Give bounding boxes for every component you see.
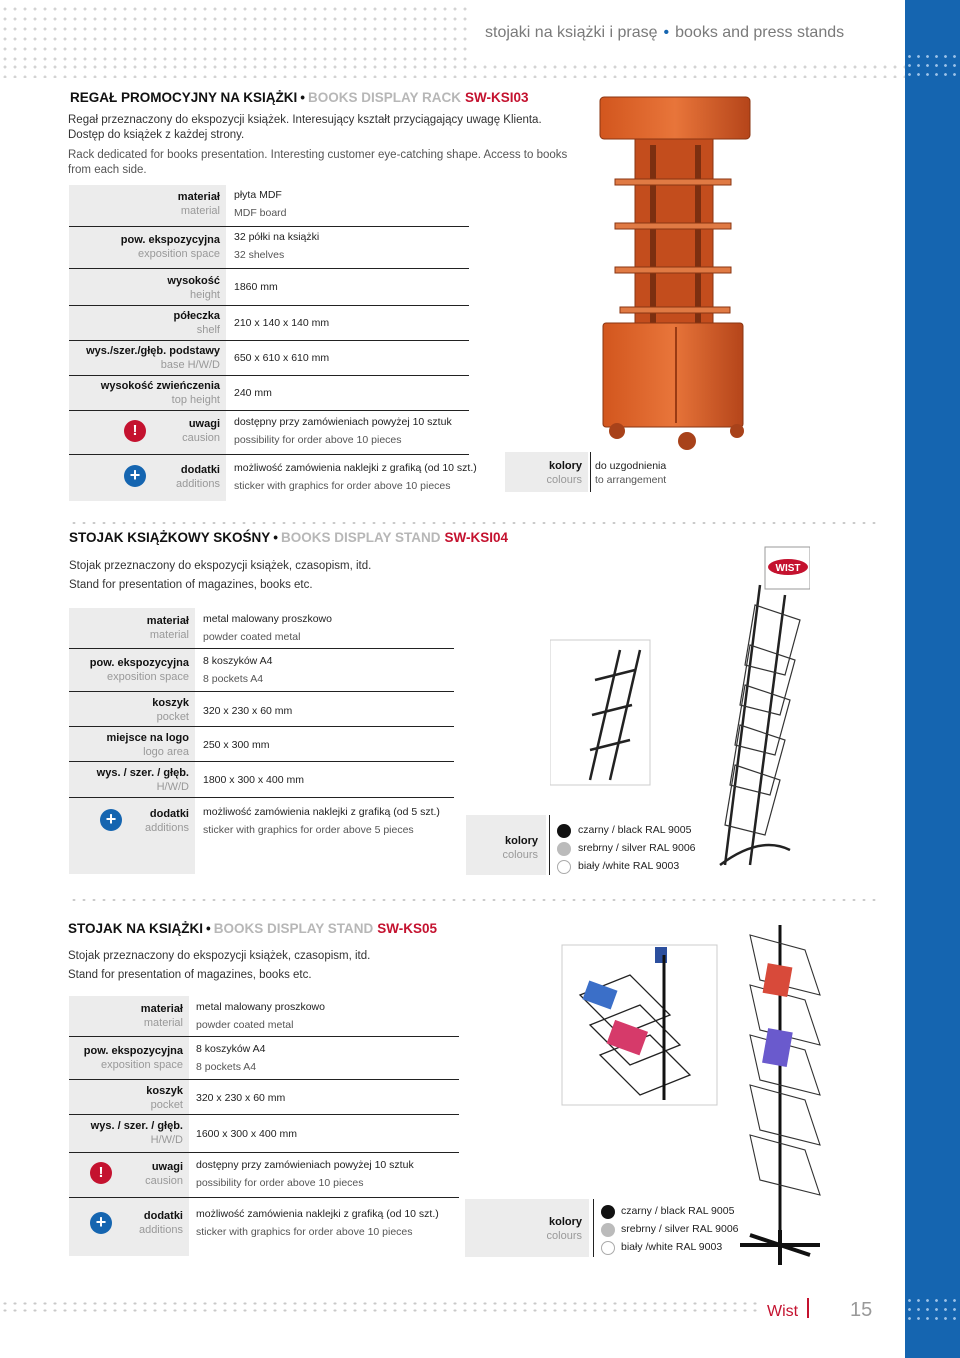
section3-value-dimensions: 1600 x 300 x 400 mm — [196, 1128, 297, 1140]
section1-label-height: wysokość height — [167, 275, 220, 301]
section1-value-additions: możliwość zamówienia naklejki z grafiką (od 10 szt.) sticker with graphics for order above 10 pieces — [234, 462, 477, 492]
section2-label-pocket: koszyk pocket — [152, 697, 189, 723]
wooden-rack-illustration — [595, 95, 755, 450]
section3-label-causion: uwagi causion — [145, 1161, 183, 1187]
section3-label-material: materiał material — [140, 1003, 183, 1029]
section2-description-pl: Stojak przeznaczony do ekspozycji książek, czasopism, itd. — [69, 560, 372, 572]
section2-label-colours: kolory colours — [502, 835, 538, 861]
exclamation-icon: ! — [90, 1162, 112, 1184]
section1-value-exposition: 32 półki na książki 32 shelves — [234, 231, 320, 261]
row-divider — [69, 1152, 459, 1153]
section1-label-base: wys./szer./głęb. podstawy base H/W/D — [86, 345, 220, 371]
section3-value-material: metal malowany proszkowo powder coated metal — [196, 1001, 325, 1031]
plus-icon: + — [100, 809, 122, 831]
section3-description-pl: Stojak przeznaczony do ekspozycji książek, czasopism, itd. — [68, 950, 371, 962]
row-divider — [69, 1036, 459, 1037]
section2-title: STOJAK KSIĄŻKOWY SKOŚNY • BOOKS DISPLAY STAND SW-KSI04 — [69, 530, 509, 545]
plus-icon: + — [90, 1212, 112, 1234]
colour-option-black: czarny / black RAL 9005 — [578, 824, 692, 836]
section3-label-exposition: pow. ekspozycyjna exposition space — [83, 1045, 183, 1071]
section2-label-exposition: pow. ekspozycyjna exposition space — [89, 657, 189, 683]
wist-logo-text: WIST — [775, 563, 801, 574]
section1-label-causion: uwagi causion — [182, 418, 220, 444]
section3-description-en: Stand for presentation of magazines, books etc. — [68, 969, 312, 981]
section1-value-base: 650 x 610 x 610 mm — [234, 352, 330, 364]
row-divider — [69, 1114, 459, 1115]
row-divider — [69, 1079, 459, 1080]
side-dots-top — [905, 52, 960, 76]
section2-label-dimensions: wys. / szer. / głęb. H/W/D — [96, 767, 189, 793]
colour-option-white: biały /white RAL 9003 — [621, 1241, 723, 1253]
row-divider — [69, 305, 469, 306]
section3-value-causion: dostępny przy zamówieniach powyżej 10 sztuk possibility for order above 10 pieces — [196, 1159, 414, 1189]
colours-divider — [590, 452, 591, 492]
section2-label-additions: dodatki additions — [144, 808, 189, 834]
colour-option-white: biały /white RAL 9003 — [578, 860, 680, 872]
section3-label-dimensions: wys. / szer. / głęb. H/W/D — [90, 1120, 183, 1146]
section1-value-colours: do uzgodnienia to arrangement — [595, 460, 667, 486]
row-divider — [69, 1197, 459, 1198]
section1-value-top-height: 240 mm — [234, 387, 272, 399]
row-divider — [69, 268, 469, 269]
footer-divider — [807, 1298, 809, 1318]
section-separator — [69, 897, 881, 903]
section1-description-en: Rack dedicated for books presentation. Interesting customer eye-catching shape. Access to books from each side. — [68, 149, 568, 176]
footer-brand: Wist — [767, 1303, 799, 1320]
section1-label-colours: kolory colours — [546, 460, 582, 486]
section2-label-logo-area: miejsce na logo logo area — [106, 732, 189, 758]
row-divider — [69, 410, 469, 411]
section3-label-additions: dodatki additions — [138, 1210, 183, 1236]
section1-label-shelf: półeczka shelf — [173, 310, 220, 336]
side-accent-bar — [905, 0, 960, 1358]
tower-wire-stand-illustration — [560, 925, 840, 1270]
section1-label-material: materiał material — [177, 191, 220, 217]
section1-label-exposition: pow. ekspozycyjna exposition space — [120, 234, 220, 260]
section2-value-additions: możliwość zamówienia naklejki z grafiką (od 5 szt.) sticker with graphics for order above 5 pieces — [203, 806, 440, 836]
slanted-wire-stand-illustration — [550, 545, 810, 880]
footer-dots — [0, 1300, 760, 1314]
section2-description-en: Stand for presentation of magazines, books etc. — [69, 579, 313, 591]
row-divider — [69, 340, 469, 341]
section2-value-logo-area: 250 x 300 mm — [203, 739, 270, 751]
row-divider — [69, 797, 454, 798]
section3-value-additions: możliwość zamówienia naklejki z grafiką (od 10 szt.) sticker with graphics for order above 10 pieces — [196, 1208, 439, 1238]
row-divider — [69, 375, 469, 376]
header-dots-lower — [0, 62, 905, 78]
section1-value-height: 1860 mm — [234, 281, 278, 293]
side-dots-bottom — [905, 1296, 960, 1320]
section1-value-shelf: 210 x 140 x 140 mm — [234, 317, 330, 329]
page-header-title: stojaki na książki i prasę • books and press stands — [485, 24, 845, 41]
section1-value-causion: dostępny przy zamówieniach powyżej 10 sztuk possibility for order above 10 pieces — [234, 416, 452, 446]
section1-title: REGAŁ PROMOCYJNY NA KSIĄŻKI • BOOKS DISPLAY RACK SW-KSI03 — [70, 90, 529, 105]
section2-value-pocket: 320 x 230 x 60 mm — [203, 705, 293, 717]
section3-value-exposition: 8 koszyków A4 8 pockets A4 — [196, 1043, 266, 1073]
row-divider — [69, 726, 454, 727]
section1-label-top-height: wysokość zwieńczenia top height — [100, 380, 220, 406]
section1-description-pl: Regał przeznaczony do ekspozycji książek. Interesujący kształt przyciągający uwagę Klienta. Dostęp do książek z każdej strony. — [68, 114, 542, 141]
section2-value-dimensions: 1800 x 300 x 400 mm — [203, 774, 304, 786]
section3-label-colours: kolory colours — [546, 1216, 582, 1242]
row-divider — [69, 691, 454, 692]
row-divider — [69, 761, 454, 762]
row-divider — [69, 226, 469, 227]
section3-label-pocket: koszyk pocket — [146, 1085, 183, 1111]
exclamation-icon: ! — [124, 420, 146, 442]
row-divider — [69, 454, 469, 455]
section1-value-material: płyta MDF MDF board — [234, 189, 287, 219]
header-dots — [0, 4, 470, 62]
colour-option-silver: srebrny / silver RAL 9006 — [578, 842, 696, 854]
colour-option-silver: srebrny / silver RAL 9006 — [621, 1223, 739, 1235]
plus-icon: + — [124, 465, 146, 487]
section-separator — [69, 520, 881, 526]
page-number: 15 — [850, 1299, 873, 1321]
section2-label-material: materiał material — [146, 615, 189, 641]
section1-label-additions: dodatki additions — [175, 464, 220, 490]
section2-value-exposition: 8 koszyków A4 8 pockets A4 — [203, 655, 273, 685]
section3-value-pocket: 320 x 230 x 60 mm — [196, 1092, 286, 1104]
section2-value-material: metal malowany proszkowo powder coated metal — [203, 613, 332, 643]
section3-title: STOJAK NA KSIĄŻKI • BOOKS DISPLAY STAND SW-KS05 — [68, 921, 438, 936]
row-divider — [69, 648, 454, 649]
colour-option-black: czarny / black RAL 9005 — [621, 1205, 735, 1217]
